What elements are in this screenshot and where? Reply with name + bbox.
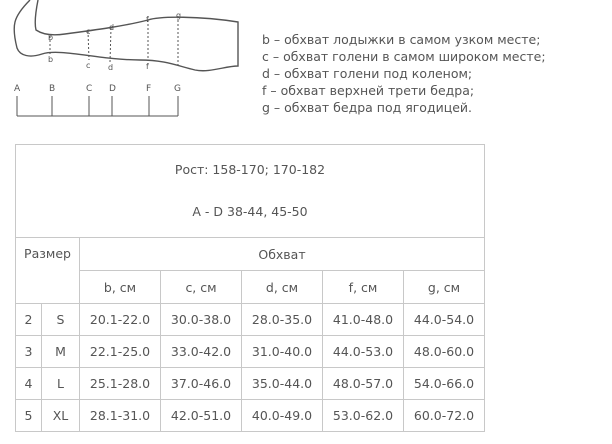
ruler-label-g: G (174, 84, 181, 94)
top-label-g: g (176, 11, 182, 20)
ruler-label-a: A (14, 84, 21, 94)
cell-g: 54.0-66.0 (404, 368, 485, 400)
ad-range-text: A - D 38-44, 45-50 (192, 204, 308, 219)
cell-f: 48.0-57.0 (323, 368, 404, 400)
bottom-label-d: d (108, 63, 114, 72)
table-info-cell (16, 145, 485, 238)
cell-g: 60.0-72.0 (404, 400, 485, 432)
legend-item-d: d – обхват голени под коленом; (262, 66, 473, 81)
size-header: Размер (16, 238, 80, 304)
ruler-label-f: F (146, 84, 152, 94)
measurement-legend (262, 31, 607, 116)
top-label-c: c (86, 27, 91, 36)
size-table (15, 144, 485, 432)
bottom-label-f: f (146, 62, 149, 71)
legend-item-f: f – обхват верхней трети бедра; (262, 83, 475, 98)
ruler-label-b: B (49, 84, 56, 94)
cell-f: 41.0-48.0 (323, 304, 404, 336)
ruler-label-d: D (109, 84, 116, 94)
top-label-b: b (48, 33, 54, 42)
cell-f: 44.0-53.0 (323, 336, 404, 368)
table-row (16, 304, 485, 336)
cell-d: 40.0-49.0 (242, 400, 323, 432)
legend-item-c: c – обхват голени в самом широком месте; (262, 49, 546, 64)
size-code: XL (42, 400, 80, 432)
top-label-f: f (146, 15, 149, 24)
bottom-label-b: b (48, 55, 54, 64)
column-header-c: c, см (161, 271, 242, 304)
cell-c: 37.0-46.0 (161, 368, 242, 400)
top-label-d: d (109, 23, 115, 32)
cell-g: 48.0-60.0 (404, 336, 485, 368)
cell-c: 33.0-42.0 (161, 336, 242, 368)
cell-b: 20.1-22.0 (80, 304, 161, 336)
size-number: 4 (16, 368, 42, 400)
cell-d: 31.0-40.0 (242, 336, 323, 368)
size-number: 3 (16, 336, 42, 368)
cell-g: 44.0-54.0 (404, 304, 485, 336)
size-code: L (42, 368, 80, 400)
cell-d: 28.0-35.0 (242, 304, 323, 336)
cell-b: 22.1-25.0 (80, 336, 161, 368)
cell-d: 35.0-44.0 (242, 368, 323, 400)
size-number: 2 (16, 304, 42, 336)
legend-item-b: b – обхват лодыжки в самом узком месте; (262, 32, 541, 47)
table-row (16, 368, 485, 400)
cell-b: 28.1-31.0 (80, 400, 161, 432)
girth-header: Обхват (80, 238, 485, 271)
table-row (16, 336, 485, 368)
column-header-f: f, см (323, 271, 404, 304)
measure-line-d (110, 28, 111, 62)
column-header-b: b, см (80, 271, 161, 304)
leg-measurement-diagram (0, 0, 250, 125)
table-row (16, 400, 485, 432)
cell-f: 53.0-62.0 (323, 400, 404, 432)
bottom-label-c: c (86, 61, 91, 70)
column-header-g: g, см (404, 271, 485, 304)
cell-c: 30.0-38.0 (161, 304, 242, 336)
column-header-d: d, см (242, 271, 323, 304)
size-number: 5 (16, 400, 42, 432)
cell-c: 42.0-51.0 (161, 400, 242, 432)
size-code: S (42, 304, 80, 336)
legend-item-g: g – обхват бедра под ягодицей. (262, 100, 473, 115)
height-range-text: Рост: 158-170; 170-182 (174, 162, 326, 177)
ruler (17, 96, 178, 116)
cell-b: 25.1-28.0 (80, 368, 161, 400)
ruler-label-c: C (86, 84, 93, 94)
size-code: M (42, 336, 80, 368)
